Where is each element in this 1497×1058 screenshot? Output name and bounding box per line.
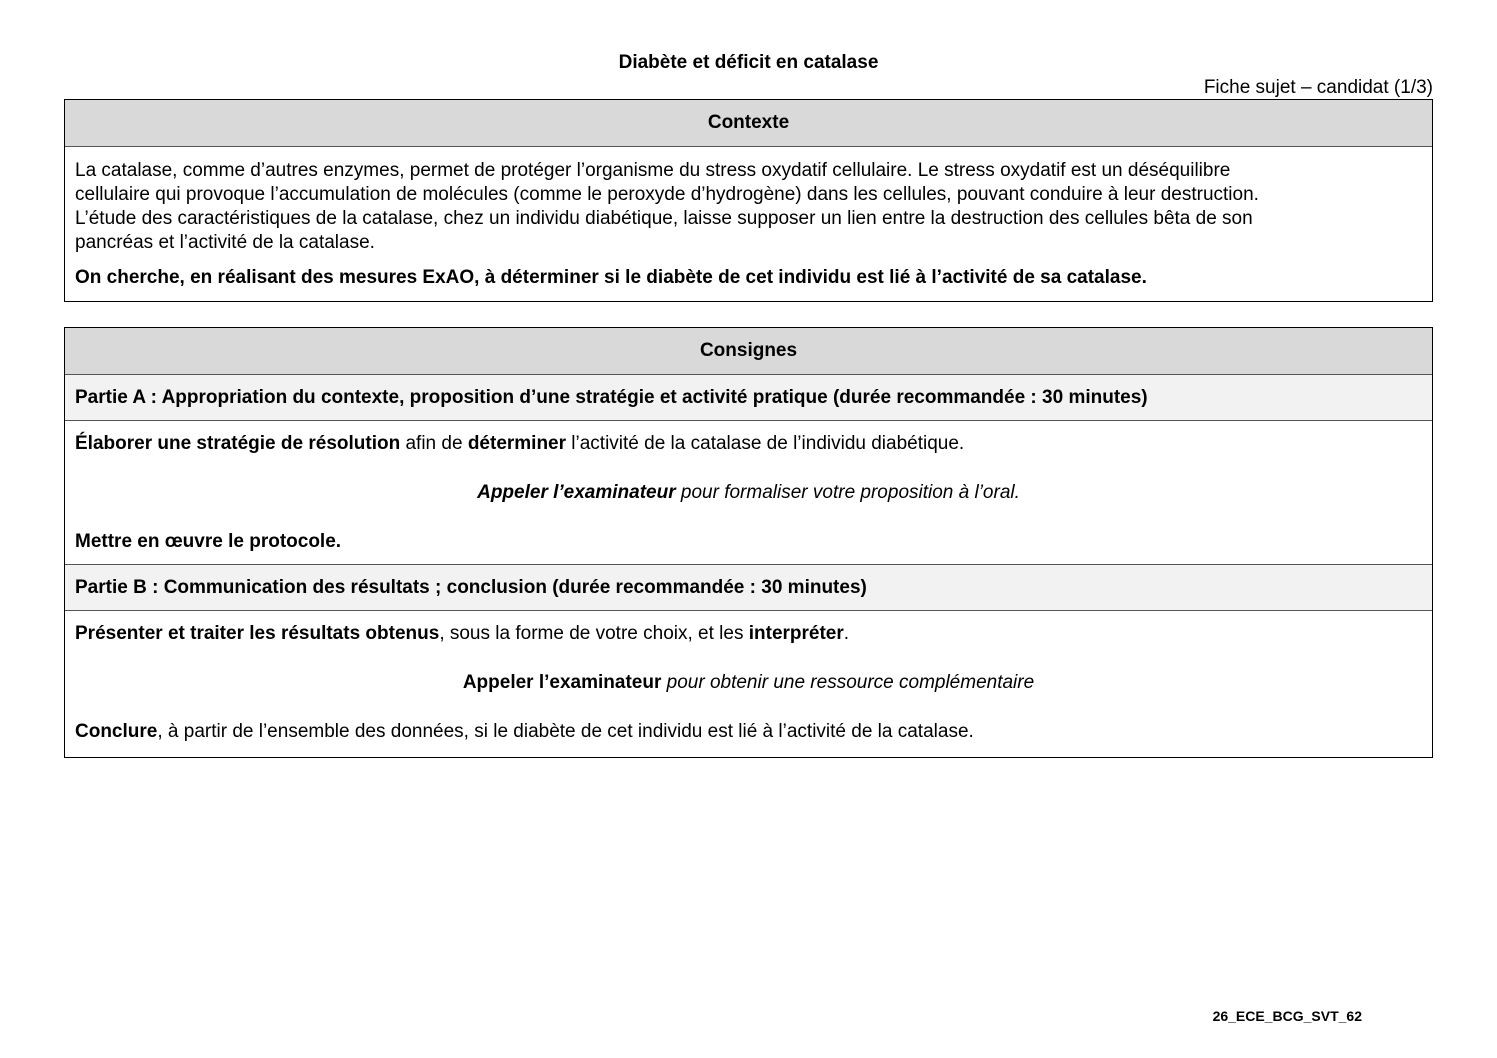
document-code: 26_ECE_BCG_SVT_62: [1212, 1008, 1362, 1024]
contexte-question: On cherche, en réalisant des mesures ExAO, à déterminer si le diabète de cet individu est lié à l’activité de sa catalase.: [75, 267, 1147, 288]
results-text: , sous la forme de votre choix, et les: [439, 623, 749, 644]
partie-a-instructions: [65, 421, 1432, 565]
call-examiner-emphasis: Appeler l’examinateur: [462, 672, 662, 693]
contexte-line: pancréas et l’activité de la catalase.: [75, 232, 375, 253]
partie-a-protocol: [75, 530, 1422, 554]
partie-b-call-examiner: [75, 671, 1422, 695]
call-examiner-text: pour formaliser votre proposition à l’oral.: [675, 482, 1020, 503]
document-title: Diabète et déficit en catalase: [618, 52, 879, 73]
contexte-line: cellulaire qui provoque l’accumulation de molécules (comme le peroxyde d’hydrogène) dans les cellules, pouvant conduire à leur destruction.: [75, 184, 1259, 205]
protocol-text: Mettre en œuvre le protocole.: [75, 531, 342, 552]
determine-emphasis: déterminer: [467, 433, 567, 454]
contexte-line: La catalase, comme d’autres enzymes, permet de protéger l’organisme du stress oxydatif cellulaire. Le stress oxydatif est un déséquilibre: [75, 160, 1231, 181]
contexte-header: Contexte: [65, 100, 1432, 147]
strategy-text: afin de: [400, 433, 468, 454]
call-examiner-emphasis: Appeler l’examinateur: [477, 482, 676, 503]
interpret-emphasis: interpréter: [748, 623, 844, 644]
consignes-header: Consignes: [65, 328, 1432, 375]
call-examiner-text: pour obtenir une ressource complémentaire: [661, 672, 1035, 693]
partie-a-title: Partie A : Appropriation du contexte, proposition d’une stratégie et activité pratique (durée recommandée : 30 minutes): [65, 375, 1432, 421]
contexte-section: [64, 99, 1433, 302]
strategy-text-end: l’activité de la catalase de l’individu diabétique.: [566, 433, 965, 454]
consignes-section: [64, 327, 1433, 758]
contexte-line: L’étude des caractéristiques de la catalase, chez un individu diabétique, laisse supposer un lien entre la destruction des cellules bêta de son: [75, 208, 1253, 229]
page-label: Fiche sujet – candidat (1/3): [1203, 77, 1433, 98]
conclude-text: , à partir de l’ensemble des données, si le diabète de cet individu est lié à l’activité de la catalase.: [157, 721, 974, 742]
partie-a-line-strategy: [75, 432, 1422, 456]
strategy-emphasis: Élaborer une stratégie de résolution: [75, 433, 401, 454]
partie-b-conclude: [75, 720, 1422, 744]
contexte-paragraph: [65, 147, 1432, 290]
conclude-emphasis: Conclure: [75, 721, 158, 742]
partie-b-title: Partie B : Communication des résultats ; conclusion (durée recommandée : 30 minutes): [65, 565, 1432, 611]
partie-a-call-examiner: [75, 481, 1422, 505]
results-text-end: .: [843, 623, 850, 644]
partie-b-instructions: [65, 611, 1432, 754]
results-emphasis: Présenter et traiter les résultats obtenus: [75, 623, 440, 644]
partie-b-line-results: [75, 622, 1422, 646]
